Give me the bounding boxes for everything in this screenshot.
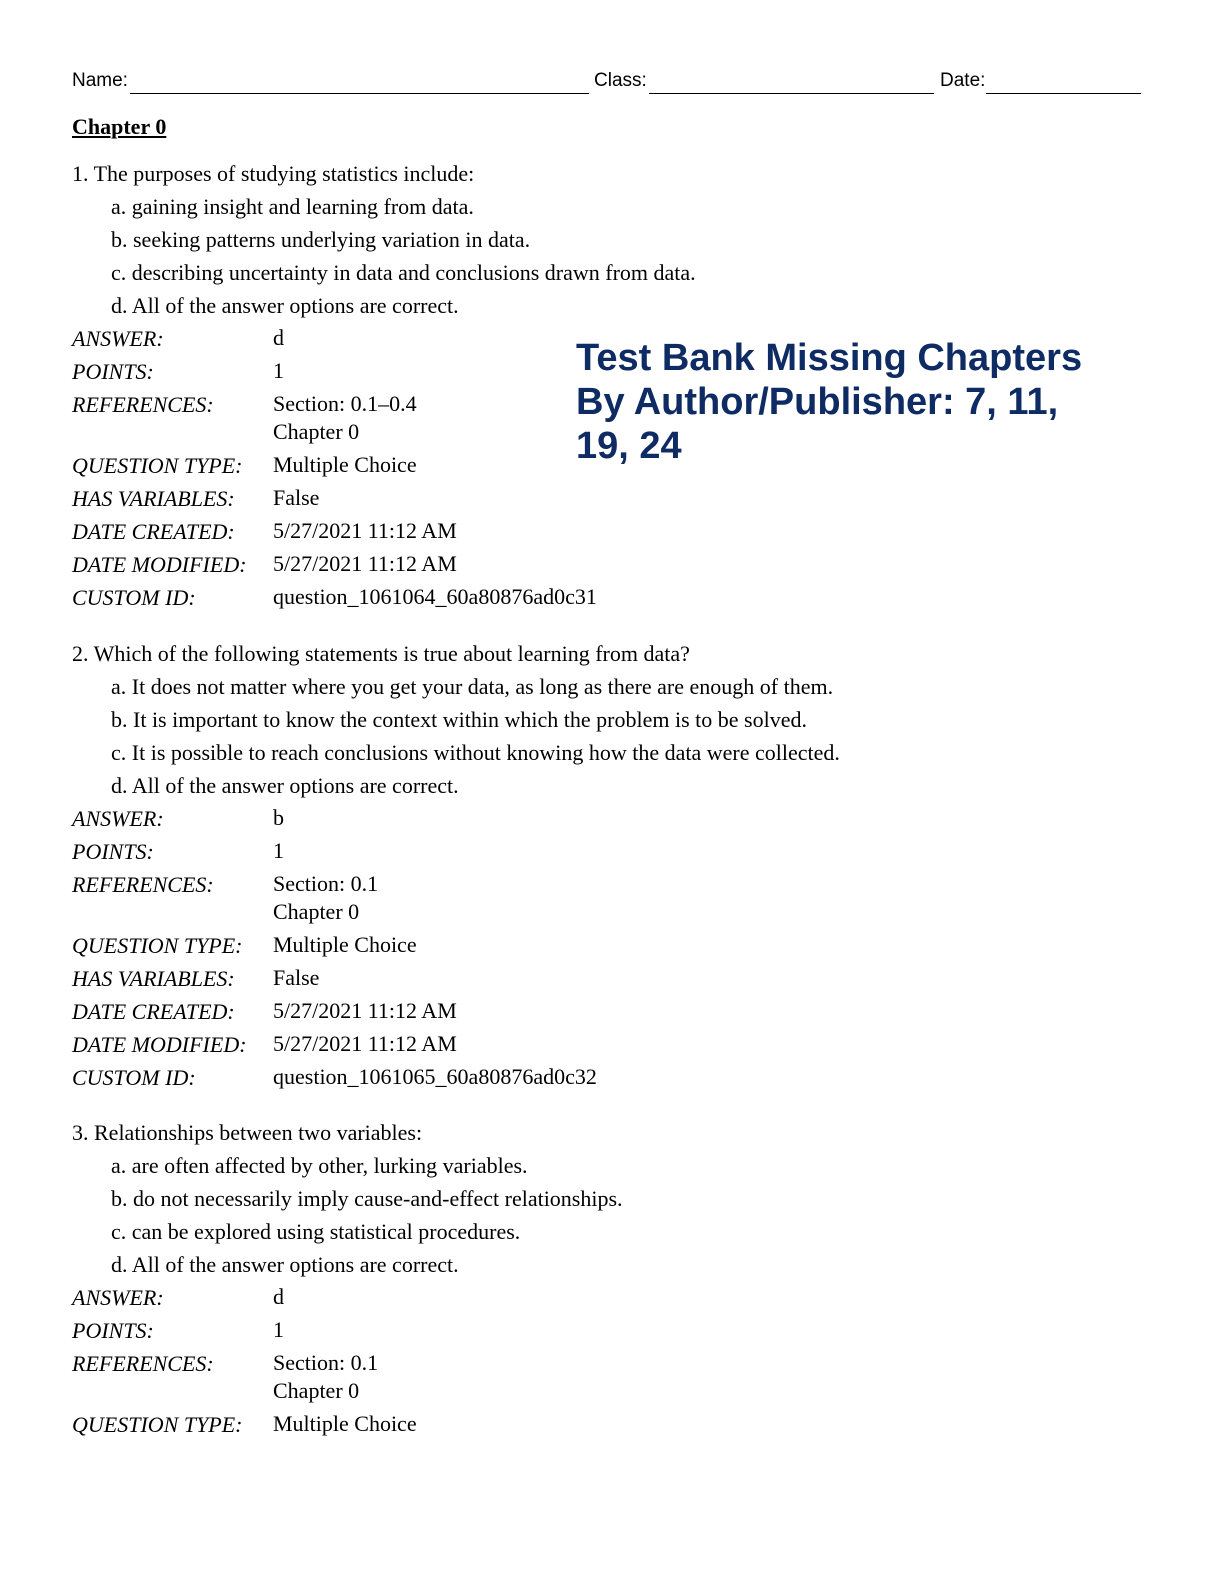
reference-chapter: Chapter 0 bbox=[273, 899, 360, 924]
reference-chapter: Chapter 0 bbox=[273, 419, 360, 444]
meta-references: REFERENCES: Section: 0.1 Chapter 0 bbox=[72, 1350, 379, 1403]
name-blank-line bbox=[130, 93, 589, 94]
reference-section: Section: 0.1 bbox=[273, 1350, 379, 1375]
meta-has-variables: HAS VARIABLES: False bbox=[72, 965, 320, 991]
notice-line: 19, 24 bbox=[576, 425, 682, 467]
meta-date-modified: DATE MODIFIED: 5/27/2021 11:12 AM bbox=[72, 1031, 457, 1057]
answer-option: c. It is possible to reach conclusions without knowing how the data were collected. bbox=[111, 740, 840, 765]
meta-has-variables: HAS VARIABLES: False bbox=[72, 485, 320, 511]
meta-date-created: DATE CREATED: 5/27/2021 11:12 AM bbox=[72, 998, 457, 1024]
answer-option: d. All of the answer options are correct. bbox=[111, 293, 459, 318]
reference-section: Section: 0.1 bbox=[273, 871, 379, 896]
question-stem: 3. Relationships between two variables: bbox=[72, 1120, 423, 1145]
meta-answer: ANSWER: d bbox=[72, 1284, 284, 1310]
meta-points: POINTS: 1 bbox=[72, 358, 284, 384]
meta-question-type: QUESTION TYPE: Multiple Choice bbox=[72, 452, 417, 478]
question-metadata bbox=[72, 1281, 1142, 1441]
answer-option: b. seeking patterns underlying variation in data. bbox=[111, 227, 531, 252]
answer-option: b. It is important to know the context within which the problem is to be solved. bbox=[111, 707, 807, 732]
meta-references: REFERENCES: Section: 0.1–0.4 Chapter 0 bbox=[72, 391, 417, 444]
meta-points: POINTS: 1 bbox=[72, 838, 284, 864]
answer-option: c. describing uncertainty in data and conclusions drawn from data. bbox=[111, 260, 696, 285]
question-metadata bbox=[72, 802, 1142, 1094]
meta-answer: ANSWER: d bbox=[72, 325, 284, 351]
answer-option: c. can be explored using statistical procedures. bbox=[111, 1219, 521, 1244]
answer-option: b. do not necessarily imply cause-and-effect relationships. bbox=[111, 1186, 623, 1211]
answer-option: d. All of the answer options are correct. bbox=[111, 1252, 459, 1277]
student-info-header bbox=[72, 70, 1142, 96]
answer-option: a. gaining insight and learning from data. bbox=[111, 194, 474, 219]
question-3 bbox=[72, 1116, 1142, 1441]
date-label: Date: bbox=[940, 70, 986, 91]
reference-chapter: Chapter 0 bbox=[273, 1378, 360, 1403]
answer-option: d. All of the answer options are correct. bbox=[111, 773, 459, 798]
question-stem: 1. The purposes of studying statistics include: bbox=[72, 161, 475, 186]
meta-question-type: QUESTION TYPE: Multiple Choice bbox=[72, 932, 417, 958]
class-label: Class: bbox=[594, 70, 647, 91]
question-2 bbox=[72, 637, 1142, 1094]
meta-custom-id: CUSTOM ID: question_1061065_60a80876ad0c32 bbox=[72, 1064, 597, 1090]
date-blank-line bbox=[986, 93, 1141, 94]
notice-line: By Author/Publisher: 7, 11, bbox=[576, 381, 1059, 423]
chapter-title: Chapter 0 bbox=[72, 114, 167, 139]
class-blank-line bbox=[649, 93, 934, 94]
meta-date-modified: DATE MODIFIED: 5/27/2021 11:12 AM bbox=[72, 551, 457, 577]
meta-custom-id: CUSTOM ID: question_1061064_60a80876ad0c31 bbox=[72, 584, 597, 610]
reference-section: Section: 0.1–0.4 bbox=[273, 391, 417, 416]
missing-chapters-notice bbox=[576, 336, 1136, 468]
answer-option: a. are often affected by other, lurking variables. bbox=[111, 1153, 528, 1178]
meta-date-created: DATE CREATED: 5/27/2021 11:12 AM bbox=[72, 518, 457, 544]
question-stem: 2. Which of the following statements is true about learning from data? bbox=[72, 641, 690, 666]
answer-option: a. It does not matter where you get your data, as long as there are enough of them. bbox=[111, 674, 834, 699]
meta-question-type: QUESTION TYPE: Multiple Choice bbox=[72, 1411, 417, 1437]
notice-line: Test Bank Missing Chapters bbox=[576, 337, 1083, 379]
name-label: Name: bbox=[72, 70, 128, 91]
meta-references: REFERENCES: Section: 0.1 Chapter 0 bbox=[72, 871, 379, 924]
meta-points: POINTS: 1 bbox=[72, 1317, 284, 1343]
meta-answer: ANSWER: b bbox=[72, 805, 284, 831]
